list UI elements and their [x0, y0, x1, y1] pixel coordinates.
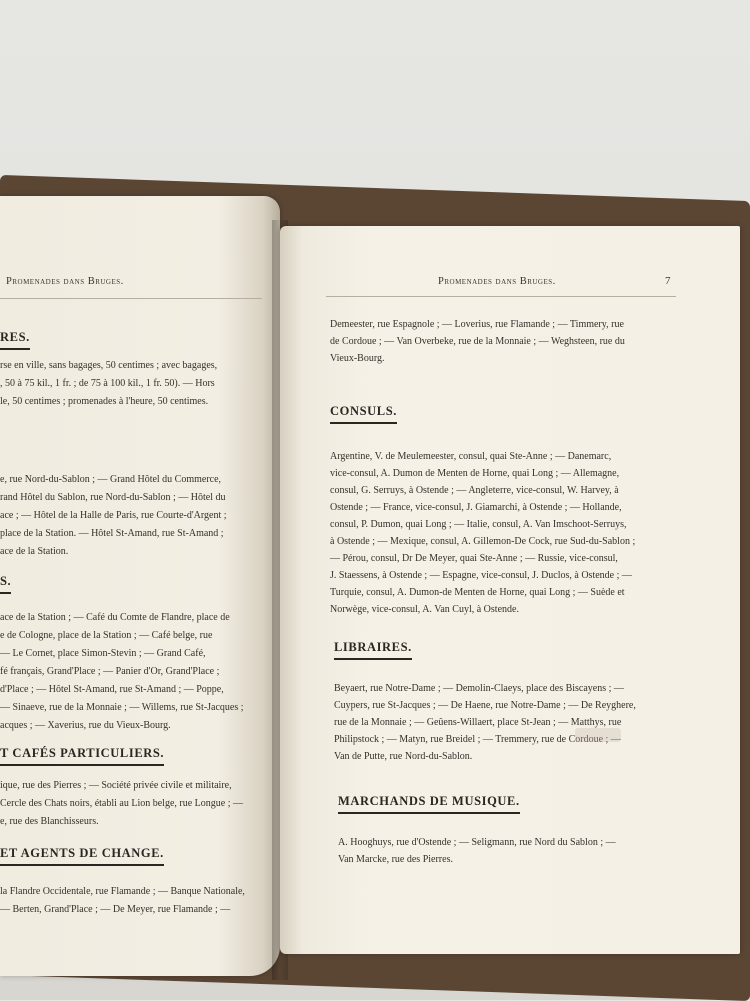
left-hotels-text	[0, 474, 272, 570]
text-line: e de Cologne, place de la Station ; — Café belge, rue	[0, 630, 213, 641]
text-line: Demeester, rue Espagnole ; — Loverius, rue Flamande ; — Timmery, rue	[330, 319, 624, 330]
paper-stain	[575, 728, 621, 742]
right-intro-text	[330, 316, 680, 367]
text-line: ace de la Station ; — Café du Comte de Flandre, place de	[0, 612, 230, 623]
left-header-rule	[0, 298, 262, 299]
text-line: — Pérou, consul, Dr De Meyer, quai Ste-Anne ; — Russie, vice-consul,	[330, 553, 618, 564]
right-header-rule	[326, 296, 676, 297]
left-banques-text	[0, 886, 272, 926]
text-line: d'Place ; — Hôtel St-Amand, rue St-Amand ; — Poppe,	[0, 684, 224, 695]
text-line: Van de Putte, rue Nord-du-Sablon.	[334, 751, 473, 762]
text-line: Vieux-Bourg.	[330, 353, 385, 364]
text-line: à Ostende ; — Mexique, consul, A. Gillemon-De Cock, rue Sud-du-Sablon ;	[330, 536, 636, 547]
libraires-text	[334, 680, 684, 765]
text-line: consul, G. Serruys, à Ostende ; — Angleterre, vice-consul, W. Harvey, à	[330, 485, 619, 496]
text-line: Beyaert, rue Notre-Dame ; — Demolin-Claeys, place des Biscayens ; —	[334, 683, 624, 694]
right-page	[280, 226, 740, 954]
text-line: Norwège, vice-consul, A. Van Cuyl, à Ostende.	[330, 604, 519, 615]
left-voitures-text	[0, 360, 272, 420]
text-line: consul, P. Dumon, quai Long ; — Italie, consul, A. Van Imschoot-Serruys,	[330, 519, 627, 530]
left-cafes-text	[0, 612, 272, 742]
left-running-head: Promenades dans Bruges.	[6, 276, 124, 287]
text-line: ique, rue des Pierres ; — Société privée civile et militaire,	[0, 780, 232, 791]
text-line: Turquie, consul, A. Dumon-de Menten de Horne, quai Long ; — Suède et	[330, 587, 625, 598]
text-line: — Le Cornet, place Simon-Stevin ; — Grand Café,	[0, 648, 206, 659]
left-section-cafes-title: S.	[0, 574, 11, 594]
consuls-text	[330, 448, 680, 618]
text-line: e, rue Nord-du-Sablon ; — Grand Hôtel du Commerce,	[0, 474, 222, 485]
text-line: Philipstock ; — Matyn, rue Breidel ; — Tremmery, rue de Cordoue ; —	[334, 734, 621, 745]
text-line: Cercle des Chats noirs, établi au Lion belge, rue Longue ; —	[0, 798, 243, 809]
left-section-banques-title: ET AGENTS DE CHANGE.	[0, 846, 164, 866]
consuls-title: CONSULS.	[330, 404, 397, 424]
left-section-voitures-title: RES.	[0, 330, 30, 350]
text-line: Cuypers, rue St-Jacques ; — De Haene, rue Notre-Dame ; — De Reyghere,	[334, 700, 636, 711]
left-section-cercles-title: T CAFÉS PARTICULIERS.	[0, 746, 164, 766]
libraires-title: LIBRAIRES.	[334, 640, 412, 660]
musique-title: MARCHANDS DE MUSIQUE.	[338, 794, 520, 814]
left-page	[0, 196, 280, 976]
page-number: 7	[665, 275, 671, 287]
text-line: Van Marcke, rue des Pierres.	[338, 854, 453, 865]
text-line: — Sinaeve, rue de la Monnaie ; — Willems, rue St-Jacques ;	[0, 702, 244, 713]
text-line: vice-consul, A. Dumon de Menten de Horne, quai Long ; — Allemagne,	[330, 468, 620, 479]
text-line: e, rue des Blanchisseurs.	[0, 816, 99, 827]
text-line: place de la Station. — Hôtel St-Amand, rue St-Amand ;	[0, 528, 224, 539]
text-line: Ostende ; — France, vice-consul, J. Giamarchi, à Ostende ; — Hollande,	[330, 502, 622, 513]
text-line: rue de la Monnaie ; — Geûens-Willaert, place St-Jean ; — Matthys, rue	[334, 717, 622, 728]
text-line: la Flandre Occidentale, rue Flamande ; — Banque Nationale,	[0, 886, 245, 897]
text-line: le, 50 centimes ; promenades à l'heure, 50 centimes.	[0, 396, 209, 407]
text-line: A. Hooghuys, rue d'Ostende ; — Seligmann, rue Nord du Sablon ; —	[338, 837, 616, 848]
text-line: acques ; — Xaverius, rue du Vieux-Bourg.	[0, 720, 171, 731]
left-cercles-text	[0, 780, 272, 836]
musique-text	[338, 834, 688, 868]
text-line: rand Hôtel du Sablon, rue Nord-du-Sablon ; — Hôtel du	[0, 492, 226, 503]
text-line: Argentine, V. de Meulemeester, consul, quai Ste-Anne ; — Danemarc,	[330, 451, 612, 462]
text-line: fé français, Grand'Place ; — Panier d'Or, Grand'Place ;	[0, 666, 220, 677]
text-line: rse en ville, sans bagages, 50 centimes ; avec bagages,	[0, 360, 218, 371]
text-line: ace de la Station.	[0, 546, 69, 557]
text-line: ace ; — Hôtel de la Halle de Paris, rue Courte-d'Argent ;	[0, 510, 227, 521]
text-line: de Cordoue ; — Van Overbeke, rue de la Monnaie ; — Weghsteen, rue du	[330, 336, 625, 347]
right-running-head: Promenades dans Bruges.	[438, 276, 556, 287]
text-line: , 50 à 75 kil., 1 fr. ; de 75 à 100 kil., 1 fr. 50). — Hors	[0, 378, 215, 389]
text-line: J. Staessens, à Ostende ; — Espagne, vice-consul, J. Duclos, à Ostende ; —	[330, 570, 632, 581]
text-line: — Berten, Grand'Place ; — De Meyer, rue Flamande ; —	[0, 904, 231, 915]
